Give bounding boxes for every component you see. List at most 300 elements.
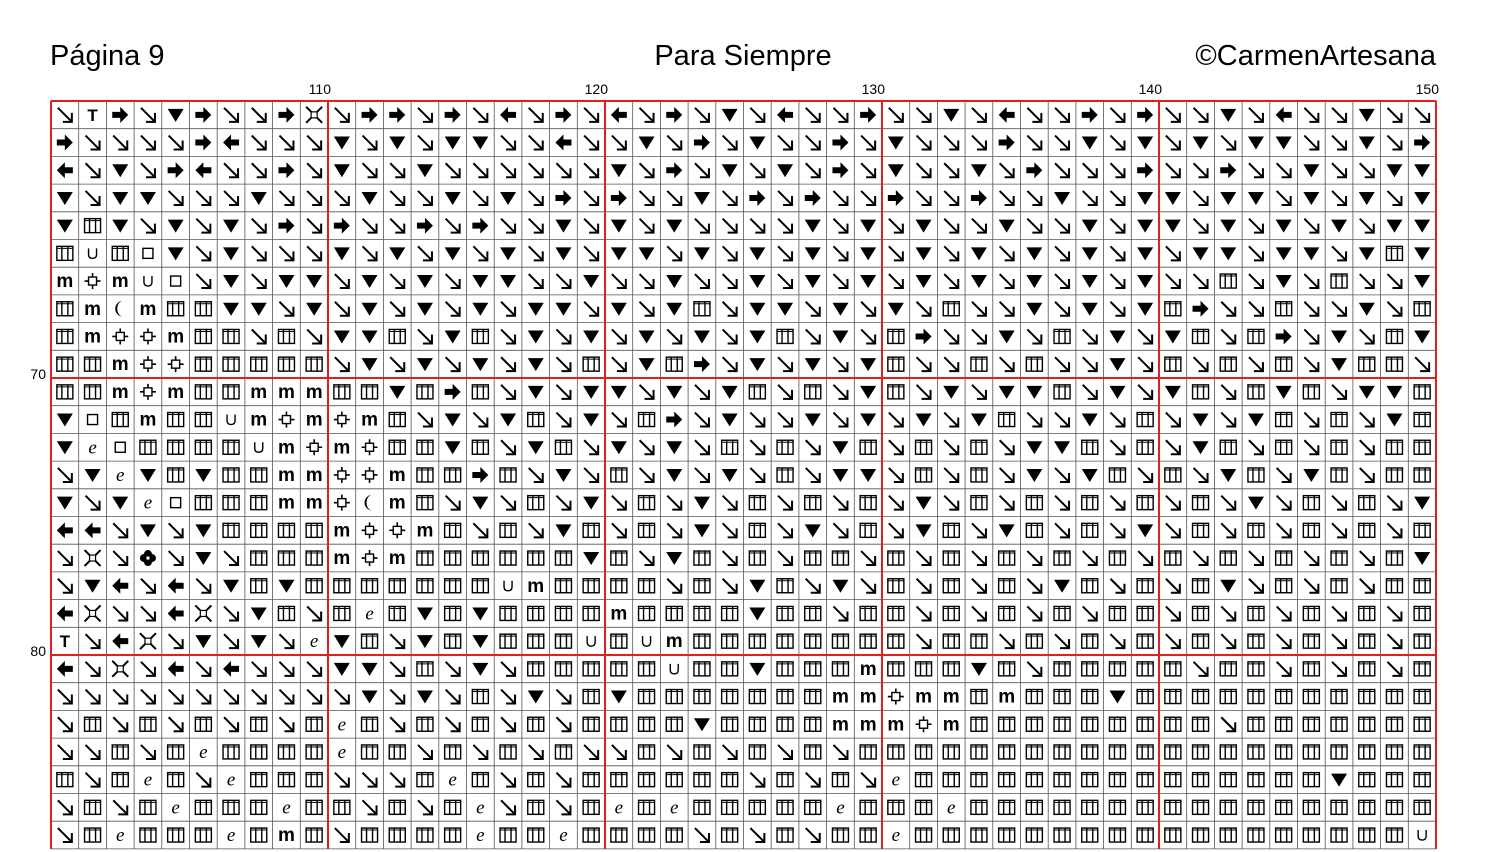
stitch-arrow-right-icon bbox=[916, 328, 932, 344]
stitch-double-bar-icon bbox=[1248, 329, 1264, 343]
stitch-triangle-down-icon bbox=[666, 441, 682, 454]
stitch-double-bar-icon bbox=[611, 773, 627, 787]
stitch-double-bar-icon bbox=[1386, 690, 1402, 704]
stitch-double-bar-icon bbox=[1248, 717, 1264, 731]
stitch-arrow-down-right-icon bbox=[141, 136, 155, 150]
stitch-double-bar-icon bbox=[749, 690, 765, 704]
stitch-arrow-down-right-icon bbox=[86, 191, 100, 205]
stitch-double-bar-icon bbox=[1193, 690, 1209, 704]
stitch-arrow-down-right-icon bbox=[917, 579, 931, 593]
stitch-letter-m-icon bbox=[389, 493, 406, 514]
stitch-double-bar-icon bbox=[417, 662, 433, 676]
stitch-double-bar-icon bbox=[85, 219, 101, 233]
svg-text:m: m bbox=[277, 464, 295, 486]
stitch-letter-T-icon bbox=[60, 632, 71, 651]
stitch-plus-circle-icon bbox=[140, 328, 156, 344]
stitch-double-bar-icon bbox=[639, 662, 655, 676]
stitch-arrow-down-right-icon bbox=[335, 773, 349, 787]
stitch-arrow-down-right-icon bbox=[1138, 329, 1152, 343]
stitch-double-bar-icon bbox=[1303, 662, 1319, 676]
stitch-double-bar-icon bbox=[1054, 828, 1070, 842]
stitch-triangle-down-icon bbox=[57, 192, 73, 205]
stitch-double-bar-icon bbox=[251, 496, 267, 510]
svg-text:m: m bbox=[665, 631, 683, 653]
stitch-arrow-down-right-icon bbox=[1277, 191, 1291, 205]
stitch-double-bar-icon bbox=[1331, 468, 1347, 482]
stitch-double-bar-icon bbox=[777, 662, 793, 676]
stitch-double-bar-icon bbox=[722, 690, 738, 704]
stitch-double-bar-icon bbox=[860, 606, 876, 620]
stitch-arrow-down-right-icon bbox=[806, 163, 820, 177]
stitch-double-bar-icon bbox=[500, 828, 516, 842]
stitch-triangle-down-icon bbox=[1082, 414, 1098, 427]
stitch-arrow-down-right-icon bbox=[556, 800, 570, 814]
stitch-double-bar-icon bbox=[223, 357, 239, 371]
stitch-double-bar-icon bbox=[639, 523, 655, 537]
stitch-triangle-down-icon bbox=[999, 330, 1015, 343]
stitch-double-bar-icon bbox=[1109, 773, 1125, 787]
stitch-triangle-down-icon bbox=[417, 303, 433, 316]
stitch-double-bar-icon bbox=[1082, 690, 1098, 704]
stitch-arrow-down-right-icon bbox=[584, 468, 598, 482]
stitch-arrow-right-icon bbox=[860, 107, 876, 123]
stitch-arrow-down-right-icon bbox=[917, 385, 931, 399]
stitch-arrow-down-right-icon bbox=[529, 219, 543, 233]
stitch-arrow-down-right-icon bbox=[501, 385, 515, 399]
stitch-arrow-down-right-icon bbox=[667, 496, 681, 510]
stitch-arrow-left-icon bbox=[168, 578, 184, 594]
stitch-double-bar-icon bbox=[1082, 745, 1098, 759]
stitch-arrow-down-right-icon bbox=[1360, 551, 1374, 565]
stitch-double-bar-icon bbox=[1276, 828, 1292, 842]
svg-text:e: e bbox=[448, 769, 457, 791]
svg-text:m: m bbox=[111, 271, 129, 293]
stitch-arrow-down-right-icon bbox=[1055, 274, 1069, 288]
stitch-double-bar-icon bbox=[445, 551, 461, 565]
stitch-letter-e-icon bbox=[615, 797, 623, 818]
stitch-double-bar-icon bbox=[832, 662, 848, 676]
stitch-arrow-down-right-icon bbox=[1332, 246, 1346, 260]
stitch-arrow-down-right-icon bbox=[944, 357, 958, 371]
stitch-letter-e-icon bbox=[448, 770, 456, 791]
stitch-double-bar-icon bbox=[140, 828, 156, 842]
stitch-arrow-down-right-icon bbox=[390, 690, 404, 704]
stitch-arrow-down-right-icon bbox=[861, 136, 875, 150]
stitch-letter-e-icon bbox=[116, 465, 124, 486]
column-number: 120 bbox=[584, 81, 608, 97]
stitch-arrow-down-right-icon bbox=[1277, 163, 1291, 177]
stitch-arrow-down-right-icon bbox=[473, 108, 487, 122]
stitch-double-bar-icon bbox=[500, 606, 516, 620]
stitch-double-bar-icon bbox=[195, 440, 211, 454]
stitch-double-bar-icon bbox=[943, 745, 959, 759]
stitch-double-bar-icon bbox=[639, 773, 655, 787]
stitch-double-bar-icon bbox=[223, 745, 239, 759]
stitch-arrow-down-right-icon bbox=[695, 274, 709, 288]
svg-text:m: m bbox=[333, 548, 351, 570]
stitch-double-bar-icon bbox=[445, 745, 461, 759]
svg-text:e: e bbox=[143, 492, 153, 514]
stitch-triangle-down-icon bbox=[223, 247, 239, 260]
stitch-arrow-down-right-icon bbox=[86, 773, 100, 787]
stitch-double-bar-icon bbox=[195, 302, 211, 316]
stitch-arrow-down-right-icon bbox=[1000, 496, 1014, 510]
stitch-arrow-down-right-icon bbox=[363, 773, 377, 787]
stitch-double-bar-icon bbox=[472, 440, 488, 454]
stitch-arrow-down-right-icon bbox=[750, 440, 764, 454]
stitch-arrow-down-right-icon bbox=[58, 579, 72, 593]
stitch-double-bar-icon bbox=[168, 828, 184, 842]
stitch-arrow-down-right-icon bbox=[889, 523, 903, 537]
svg-text:m: m bbox=[942, 686, 960, 708]
stitch-double-bar-icon bbox=[1359, 662, 1375, 676]
stitch-triangle-down-icon bbox=[860, 275, 876, 288]
stitch-arrow-down-right-icon bbox=[556, 163, 570, 177]
stitch-arrow-down-right-icon bbox=[612, 523, 626, 537]
stitch-arrow-down-right-icon bbox=[1249, 246, 1263, 260]
stitch-double-bar-icon bbox=[1414, 717, 1430, 731]
stitch-arrow-down-right-icon bbox=[1000, 357, 1014, 371]
stitch-arrow-down-right-icon bbox=[418, 745, 432, 759]
stitch-double-bar-icon bbox=[916, 468, 932, 482]
stitch-triangle-down-icon bbox=[306, 303, 322, 316]
stitch-arrow-down-right-icon bbox=[1360, 579, 1374, 593]
svg-text:e: e bbox=[476, 825, 485, 847]
stitch-arrow-down-right-icon bbox=[778, 136, 792, 150]
stitch-arrow-down-right-icon bbox=[141, 662, 155, 676]
stitch-letter-m-icon bbox=[306, 410, 323, 431]
svg-text:m: m bbox=[831, 714, 849, 736]
stitch-arrow-down-right-icon bbox=[86, 136, 100, 150]
stitch-triangle-down-icon bbox=[583, 330, 599, 343]
stitch-arrow-down-right-icon bbox=[307, 606, 321, 620]
stitch-arrow-down-right-icon bbox=[113, 136, 127, 150]
stitch-arrow-down-right-icon bbox=[446, 163, 460, 177]
stitch-plus-circle-icon bbox=[112, 328, 128, 344]
stitch-arrow-down-right-icon bbox=[390, 274, 404, 288]
stitch-arrow-down-right-icon bbox=[556, 773, 570, 787]
stitch-arrow-down-right-icon bbox=[584, 246, 598, 260]
stitch-double-bar-icon bbox=[1220, 440, 1236, 454]
stitch-double-bar-icon bbox=[306, 745, 322, 759]
stitch-letter-m-icon bbox=[333, 520, 350, 541]
stitch-letter-m-icon bbox=[56, 271, 73, 292]
stitch-double-bar-icon bbox=[832, 828, 848, 842]
stitch-arrow-down-right-icon bbox=[113, 717, 127, 731]
stitch-double-bar-icon bbox=[943, 828, 959, 842]
stitch-double-bar-icon bbox=[1303, 745, 1319, 759]
stitch-arrow-down-right-icon bbox=[750, 219, 764, 233]
stitch-double-bar-icon bbox=[1137, 800, 1153, 814]
stitch-triangle-down-icon bbox=[1276, 275, 1292, 288]
stitch-double-bar-icon bbox=[1331, 579, 1347, 593]
stitch-double-bar-icon bbox=[777, 440, 793, 454]
stitch-double-bar-icon bbox=[85, 357, 101, 371]
stitch-double-bar-icon bbox=[639, 745, 655, 759]
stitch-arrow-down-right-icon bbox=[556, 413, 570, 427]
stitch-double-bar-icon bbox=[1054, 773, 1070, 787]
stitch-arrow-down-right-icon bbox=[1221, 523, 1235, 537]
stitch-triangle-down-icon bbox=[971, 663, 987, 676]
stitch-triangle-down-icon bbox=[306, 275, 322, 288]
stitch-triangle-down-icon bbox=[611, 441, 627, 454]
stitch-triangle-down-icon bbox=[694, 247, 710, 260]
stitch-triangle-down-icon bbox=[1137, 247, 1153, 260]
stitch-triangle-down-icon bbox=[472, 635, 488, 648]
stitch-double-bar-icon bbox=[1109, 800, 1125, 814]
stitch-double-bar-icon bbox=[832, 551, 848, 565]
stitch-arrow-right-icon bbox=[1026, 162, 1042, 178]
stitch-triangle-down-icon bbox=[860, 358, 876, 371]
stitch-double-bar-icon bbox=[1137, 773, 1153, 787]
stitch-arrow-down-right-icon bbox=[86, 662, 100, 676]
stitch-triangle-down-icon bbox=[251, 635, 267, 648]
stitch-double-bar-icon bbox=[1026, 634, 1042, 648]
stitch-double-bar-icon bbox=[223, 523, 239, 537]
stitch-triangle-down-icon bbox=[528, 386, 544, 399]
stitch-arrow-down-right-icon bbox=[252, 274, 266, 288]
stitch-arrow-down-right-icon bbox=[972, 551, 986, 565]
stitch-arrow-down-right-icon bbox=[1027, 329, 1041, 343]
stitch-double-bar-icon bbox=[112, 773, 128, 787]
stitch-double-bar-icon bbox=[278, 357, 294, 371]
stitch-double-bar-icon bbox=[362, 385, 378, 399]
stitch-double-bar-icon bbox=[1109, 717, 1125, 731]
stitch-letter-m-icon bbox=[860, 714, 877, 735]
stitch-arrow-down-right-icon bbox=[529, 745, 543, 759]
stitch-arrow-down-right-icon bbox=[1000, 163, 1014, 177]
stitch-double-bar-icon bbox=[223, 440, 239, 454]
stitch-arrow-down-right-icon bbox=[1221, 496, 1235, 510]
stitch-triangle-down-icon bbox=[832, 330, 848, 343]
stitch-arrow-down-right-icon bbox=[1055, 219, 1069, 233]
stitch-triangle-down-icon bbox=[195, 552, 211, 565]
stitch-double-bar-icon bbox=[971, 496, 987, 510]
stitch-arrow-down-right-icon bbox=[1027, 551, 1041, 565]
stitch-triangle-down-icon bbox=[1414, 552, 1430, 565]
svg-text:m: m bbox=[139, 409, 157, 431]
svg-text:m: m bbox=[139, 298, 157, 320]
stitch-triangle-down-icon bbox=[195, 469, 211, 482]
svg-text:m: m bbox=[305, 492, 323, 514]
stitch-double-bar-icon bbox=[860, 828, 876, 842]
stitch-arrow-down-right-icon bbox=[501, 773, 515, 787]
stitch-arrow-down-right-icon bbox=[1277, 606, 1291, 620]
stitch-double-bar-icon bbox=[334, 579, 350, 593]
stitch-double-bar-icon bbox=[943, 579, 959, 593]
stitch-arrow-down-right-icon bbox=[529, 274, 543, 288]
stitch-triangle-down-icon bbox=[1082, 275, 1098, 288]
svg-text:e: e bbox=[171, 797, 180, 819]
stitch-arrow-down-right-icon bbox=[612, 136, 626, 150]
svg-text:e: e bbox=[836, 797, 845, 819]
stitch-double-bar-icon bbox=[1165, 662, 1181, 676]
stitch-arrow-down-right-icon bbox=[750, 108, 764, 122]
stitch-triangle-down-icon bbox=[389, 247, 405, 260]
stitch-arrow-down-right-icon bbox=[501, 163, 515, 177]
stitch-triangle-down-icon bbox=[362, 663, 378, 676]
stitch-arrow-right-icon bbox=[1414, 135, 1430, 151]
cross-stitch-grid bbox=[50, 100, 1437, 850]
stitch-double-bar-icon bbox=[583, 773, 599, 787]
stitch-double-bar-icon bbox=[1386, 440, 1402, 454]
stitch-arrow-down-right-icon bbox=[501, 136, 515, 150]
stitch-double-bar-icon bbox=[389, 329, 405, 343]
svg-text:e: e bbox=[614, 797, 624, 819]
stitch-double-bar-icon bbox=[1248, 828, 1264, 842]
stitch-arrow-down-right-icon bbox=[1332, 523, 1346, 537]
stitch-double-bar-icon bbox=[1276, 413, 1292, 427]
stitch-triangle-down-icon bbox=[999, 524, 1015, 537]
stitch-letter-m-icon bbox=[610, 603, 627, 624]
svg-text:e: e bbox=[143, 769, 153, 791]
stitch-crescent-icon bbox=[115, 301, 123, 317]
stitch-arrow-down-right-icon bbox=[1000, 246, 1014, 260]
stitch-letter-m-icon bbox=[306, 493, 323, 514]
stitch-double-bar-icon bbox=[999, 606, 1015, 620]
stitch-double-bar-icon bbox=[555, 662, 571, 676]
stitch-arrow-down-right-icon bbox=[1415, 108, 1429, 122]
stitch-arrow-down-right-icon bbox=[58, 800, 72, 814]
stitch-double-bar-icon bbox=[999, 773, 1015, 787]
stitch-double-bar-icon bbox=[1165, 717, 1181, 731]
stitch-arrow-down-right-icon bbox=[1166, 413, 1180, 427]
stitch-double-bar-icon bbox=[472, 579, 488, 593]
svg-text:m: m bbox=[277, 825, 295, 847]
stitch-double-bar-icon bbox=[1137, 440, 1153, 454]
stitch-arrow-down-right-icon bbox=[1249, 579, 1263, 593]
stitch-triangle-down-icon bbox=[805, 414, 821, 427]
stitch-double-bar-icon bbox=[1386, 246, 1402, 260]
stitch-arrow-down-right-icon bbox=[1138, 385, 1152, 399]
stitch-double-bar-icon bbox=[1193, 329, 1209, 343]
stitch-triangle-down-icon bbox=[1109, 358, 1125, 371]
stitch-cup-icon bbox=[89, 248, 97, 258]
stitch-triangle-down-icon bbox=[1054, 192, 1070, 205]
stitch-triangle-down-icon bbox=[860, 469, 876, 482]
stitch-arrow-down-right-icon bbox=[1083, 385, 1097, 399]
stitch-arrow-down-right-icon bbox=[1000, 468, 1014, 482]
stitch-arrow-down-right-icon bbox=[390, 634, 404, 648]
stitch-double-bar-icon bbox=[251, 800, 267, 814]
stitch-arrow-down-right-icon bbox=[501, 662, 515, 676]
stitch-double-bar-icon bbox=[1193, 385, 1209, 399]
stitch-arrow-down-right-icon bbox=[944, 274, 958, 288]
stitch-arrow-down-right-icon bbox=[833, 496, 847, 510]
stitch-double-bar-icon bbox=[1137, 745, 1153, 759]
stitch-arrow-down-right-icon bbox=[1110, 440, 1124, 454]
stitch-triangle-down-icon bbox=[112, 220, 128, 233]
svg-text:e: e bbox=[891, 825, 901, 847]
stitch-arrow-down-right-icon bbox=[141, 108, 155, 122]
stitch-double-bar-icon bbox=[805, 717, 821, 731]
stitch-arrow-down-right-icon bbox=[279, 662, 293, 676]
stitch-double-bar-icon bbox=[999, 579, 1015, 593]
svg-text:m: m bbox=[111, 354, 129, 376]
stitch-double-bar-icon bbox=[1248, 634, 1264, 648]
stitch-double-bar-icon bbox=[943, 523, 959, 537]
stitch-arrow-down-right-icon bbox=[390, 717, 404, 731]
stitch-arrow-down-right-icon bbox=[806, 440, 820, 454]
stitch-arrow-down-right-icon bbox=[446, 357, 460, 371]
stitch-double-bar-icon bbox=[1386, 717, 1402, 731]
svg-text:m: m bbox=[388, 464, 406, 486]
svg-text:e: e bbox=[337, 714, 347, 736]
stitch-arrow-down-right-icon bbox=[418, 191, 432, 205]
stitch-arrow-down-right-icon bbox=[667, 136, 681, 150]
stitch-plus-circle-icon bbox=[168, 356, 184, 372]
stitch-triangle-down-icon bbox=[1026, 441, 1042, 454]
stitch-double-bar-icon bbox=[57, 246, 73, 260]
stitch-arrow-down-right-icon bbox=[723, 329, 737, 343]
stitch-double-bar-icon bbox=[722, 662, 738, 676]
stitch-double-bar-icon bbox=[805, 662, 821, 676]
stitch-double-bar-icon bbox=[666, 690, 682, 704]
stitch-arrow-down-right-icon bbox=[1249, 108, 1263, 122]
stitch-triangle-down-icon bbox=[999, 220, 1015, 233]
stitch-arrow-down-right-icon bbox=[861, 329, 875, 343]
stitch-double-bar-icon bbox=[555, 606, 571, 620]
stitch-letter-m-icon bbox=[860, 659, 877, 680]
stitch-arrow-down-right-icon bbox=[1194, 108, 1208, 122]
stitch-arrow-down-right-icon bbox=[1110, 274, 1124, 288]
stitch-letter-e-icon bbox=[476, 797, 484, 818]
stitch-double-bar-icon bbox=[555, 440, 571, 454]
stitch-arrow-down-right-icon bbox=[307, 219, 321, 233]
stitch-arrow-down-right-icon bbox=[473, 163, 487, 177]
stitch-double-bar-icon bbox=[999, 717, 1015, 731]
stitch-arrow-down-right-icon bbox=[1138, 357, 1152, 371]
stitch-double-bar-icon bbox=[168, 413, 184, 427]
stitch-arrow-down-right-icon bbox=[529, 191, 543, 205]
stitch-double-bar-icon bbox=[445, 468, 461, 482]
stitch-arrow-down-right-icon bbox=[806, 468, 820, 482]
stitch-double-bar-icon bbox=[362, 745, 378, 759]
stitch-letter-m-icon bbox=[278, 493, 295, 514]
stitch-arrow-down-right-icon bbox=[917, 191, 931, 205]
stitch-double-bar-icon bbox=[943, 634, 959, 648]
stitch-letter-e-icon bbox=[144, 770, 152, 791]
stitch-double-bar-icon bbox=[694, 302, 710, 316]
stitch-arrow-down-right-icon bbox=[750, 413, 764, 427]
stitch-arrow-down-right-icon bbox=[1000, 634, 1014, 648]
stitch-double-bar-icon bbox=[1386, 357, 1402, 371]
stitch-triangle-down-icon bbox=[832, 469, 848, 482]
stitch-double-bar-icon bbox=[694, 690, 710, 704]
stitch-double-bar-icon bbox=[1109, 745, 1125, 759]
stitch-triangle-down-icon bbox=[1220, 220, 1236, 233]
stitch-arrow-down-right-icon bbox=[1027, 191, 1041, 205]
stitch-double-bar-icon bbox=[611, 468, 627, 482]
stitch-letter-e-icon bbox=[227, 770, 235, 791]
stitch-double-bar-icon bbox=[417, 579, 433, 593]
stitch-double-bar-icon bbox=[1414, 302, 1430, 316]
stitch-arrow-down-right-icon bbox=[418, 329, 432, 343]
stitch-arrow-down-right-icon bbox=[889, 496, 903, 510]
stitch-triangle-down-icon bbox=[1193, 137, 1209, 150]
stitch-double-bar-icon bbox=[1026, 773, 1042, 787]
stitch-triangle-down-icon bbox=[389, 386, 405, 399]
stitch-triangle-down-icon bbox=[1414, 192, 1430, 205]
stitch-double-bar-icon bbox=[306, 773, 322, 787]
stitch-double-bar-icon bbox=[583, 606, 599, 620]
stitch-triangle-down-icon bbox=[805, 247, 821, 260]
stitch-triangle-down-icon bbox=[445, 414, 461, 427]
stitch-arrow-down-right-icon bbox=[1027, 579, 1041, 593]
stitch-double-bar-icon bbox=[555, 579, 571, 593]
stitch-double-bar-icon bbox=[389, 579, 405, 593]
stitch-cup-icon bbox=[587, 636, 595, 646]
